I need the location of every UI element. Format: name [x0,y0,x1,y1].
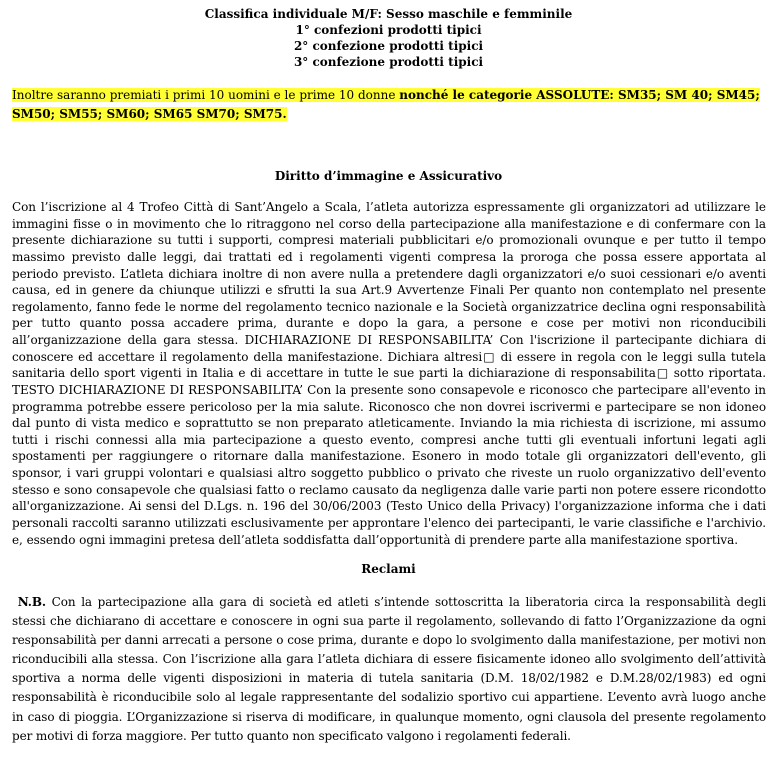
complaints-title: Reclami [361,562,416,576]
prize-heading [0,6,777,70]
categories-text: nonché le categorie ASSOLUTE: SM35; SM 40; SM45; SM50; SM55; SM60; SM65 SM70; SM75. [12,88,760,121]
complaints-paragraph [12,593,766,746]
image-rights-paragraph: Con l’iscrizione al 4 Trofeo Città di Sant’Angelo a Scala, l’atleta autorizza espressamente gli organizzatori ad utilizzare le immagini fisse o in movimento che lo ritraggono nel corso della partecipazione alla manifestazione e di confermare con la presente dichiarazione su tutti i supporti, compresi materiali pubblicitari e/o promozionali ovunque e per tutto il tempo massimo previsto dalle leggi, dai trattati ed i regolamenti vigenti compresa la proroga che possa essere apportata al periodo previsto. L’atleta dichiara inoltre di non avere nulla a pretendere dagli organizzatori e/o suoi cessionari e/o aventi causa, ed in genere da chiunque utilizzi e sfrutti la sua Art.9 Avvertenze Finali Per quanto non contemplato nel presente regolamento, fanno fede le norme del regolamento tecnico nazionale e la Società organizzatrice declina ogni responsabilità per tutto quanto possa accadere prima, durante e dopo la gara, a persone e cose per motivi non riconducibili all’organizzazione della gara stessa. DICHIARAZIONE DI RESPONSABILITA’ Con l'iscrizione il partecipante dichiara di conoscere ed accettare il regolamento della manifestazione. Dichiara altresi□ di essere in regola con le leggi sulla tutela sanitaria dello sport vigenti in Italia e di accettare in tutte le sue parti la dichiarazione di responsabilita□ sotto riportata. TESTO DICHIARAZIONE DI RESPONSABILITA’ Con la presente sono consapevole e riconosco che partecipare all'evento in programma potrebbe essere pericoloso per la mia salute. Riconosco che non dovrei iscrivermi e partecipare se non idoneo dal punto di vista medico e soprattutto se non preparato atleticamente. Inviando la mia richiesta di iscrizione, mi assumo tutti i rischi connessi alla mia partecipazione a questo evento, compresi anche tutti gli eventuali infortuni legati agli spostamenti per raggiungere o ritornare dalla manifestazione. Esonero in modo totale gli organizzatori dell'evento, gli sponsor, i vari gruppi volontari e qualsiasi altro soggetto pubblico o privato che riveste un ruolo organizzativo dell'evento stesso e sono consapevole che qualsiasi fatto o reclamo causato da negligenza dalle varie parti non potere essere ricondotto all'organizzazione. Ai sensi del D.Lgs. n. 196 del 30/06/2003 (Testo Unico della Privacy) l'organizzazione informa che i dati personali raccolti saranno utilizzati esclusivamente per approntare l'elenco dei partecipanti, le varie classifiche e l'archivio. e, essendo ogni immagini pretesa dell’atleta soddisfatta dall’opportunità di prendere parte alla manifestazione sportiva. [12,200,766,547]
second-prize: 2° confezione prodotti tipici [293,39,484,53]
nb-label: N.B. [17,595,46,609]
classification-title: Classifica individuale M/F: Sesso maschile e femminile [204,7,573,21]
highlighted-text [12,88,760,121]
third-prize: 3° confezione prodotti tipici [293,55,484,69]
awards-text: Inoltre saranno premiati i primi 10 uomini e le prime 10 donne [12,88,400,102]
complaints-text: Con la partecipazione alla gara di società ed atleti s’intende sottoscritta la liberatoria circa la responsabilità degli stessi che dichiarano di accettare e conoscere in ogni sua parte il regolamento, sollevando di fatto l’Organizzazione da ogni responsabilità per danni arrecati a persone o cose prima, durante e dopo lo svolgimento dalla manifestazione, per motivi non riconducibili alla stessa. Con l’iscrizione alla gara l’atleta dichiara di essere fisicamente idoneo allo svolgimento dell’attività sportiva a norma delle vigenti disposizioni in materia di tutela sanitaria (D.M. 18/02/1982 e D.M.28/02/1983) ed ogni responsabilità è riconducibile solo al legale rappresentante del sodalizio sportivo cui appartiene. L’evento avrà luogo anche in caso di pioggia. L’Organizzazione si riserva di modificare, in qualunque momento, ogni clausola del presente regolamento per motivi di forza maggiore. Per tutto quanto non specificato valgono i regolamenti federali. [12,595,766,743]
image-rights-title: Diritto d’immagine e Assicurativo [274,169,503,183]
highlighted-awards-note [12,86,764,124]
first-prize: 1° confezioni prodotti tipici [295,23,482,37]
